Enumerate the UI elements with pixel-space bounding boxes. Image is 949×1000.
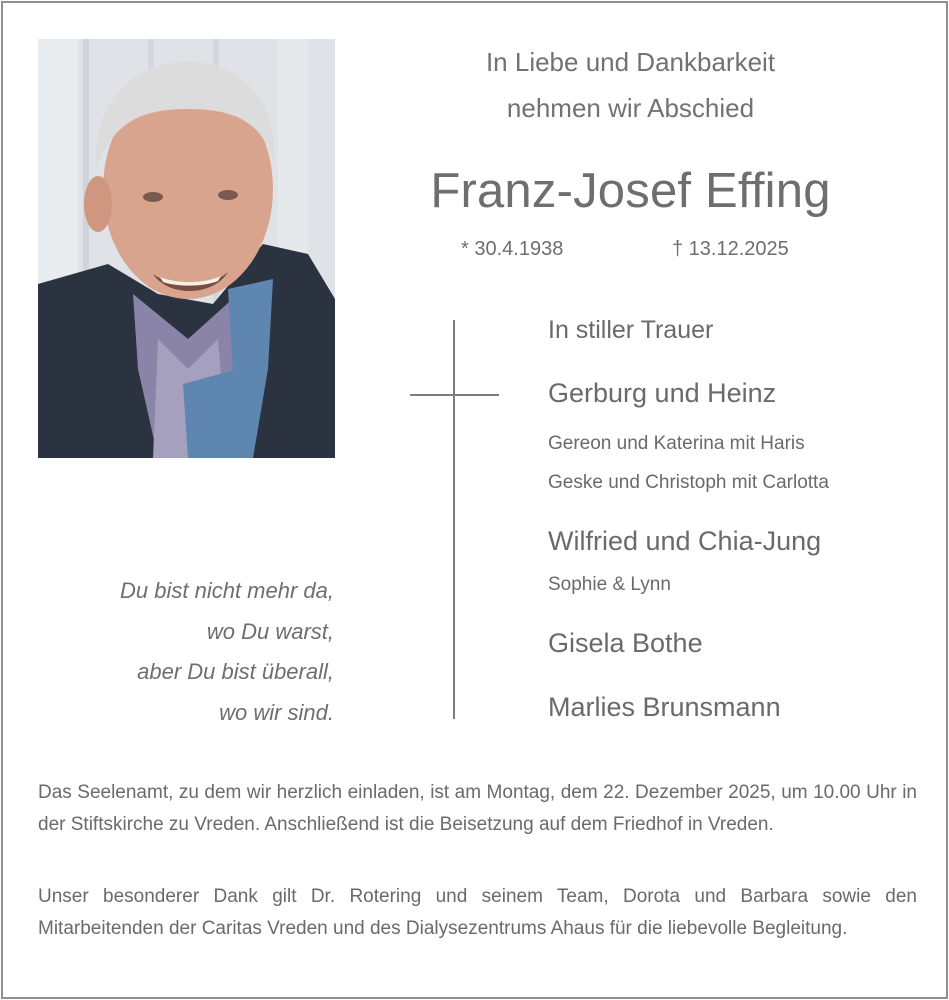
poem [43,571,334,733]
mourner-geske-christoph: Geske und Christoph mit Carlotta [548,472,829,493]
poem-line-4: wo wir sind. [219,699,334,725]
poem-line-2: wo Du warst, [206,618,334,644]
mourning-lead: In stiller Trauer [548,316,714,344]
service-notice: Das Seelenamt, zu dem wir herzlich einladen, ist am Montag, dem 22. Dezember 2025, um 10.00 Uhr in der Stiftskirche zu Vreden. Anschließend ist die Beisetzung auf dem Friedhof in Vreden. [38,782,917,835]
mourner-wilfried-chia-jung: Wilfried und Chia-Jung [548,526,822,556]
birth-date: * 30.4.1938 [461,238,564,260]
portrait-photo [38,39,335,458]
mourner-gereon-katerina: Gereon und Katerina mit Haris [548,433,805,454]
mourner-marlies-brunsmann: Marlies Brunsmann [548,692,781,722]
cross-horizontal-bar [410,394,499,396]
poem-line-1: Du bist nicht mehr da, [120,578,334,603]
intro-line-1: In Liebe und Dankbarkeit [485,47,776,77]
obituary-frame [1,1,948,999]
thanks-notice: Unser besonderer Dank gilt Dr. Rotering und seinem Team, Dorota und Barbara sowie den Mitarbeitenden der Caritas Vreden und des Dialysezentrums Ahaus für die liebevolle Begleitung. [38,886,917,939]
mourner-gisela-bothe: Gisela Bothe [548,628,703,658]
portrait-illustration [38,39,335,458]
poem-line-3: aber Du bist überall, [137,659,334,684]
deceased-name: Franz-Josef Effing [430,164,831,218]
intro-line-2: nehmen wir Abschied [506,93,755,123]
death-date: † 13.12.2025 [672,238,789,260]
mourner-sophie-lynn: Sophie & Lynn [548,574,671,595]
intro-text [403,39,858,131]
cross-vertical-bar [453,320,455,719]
mourner-gerburg-heinz: Gerburg und Heinz [548,378,777,408]
